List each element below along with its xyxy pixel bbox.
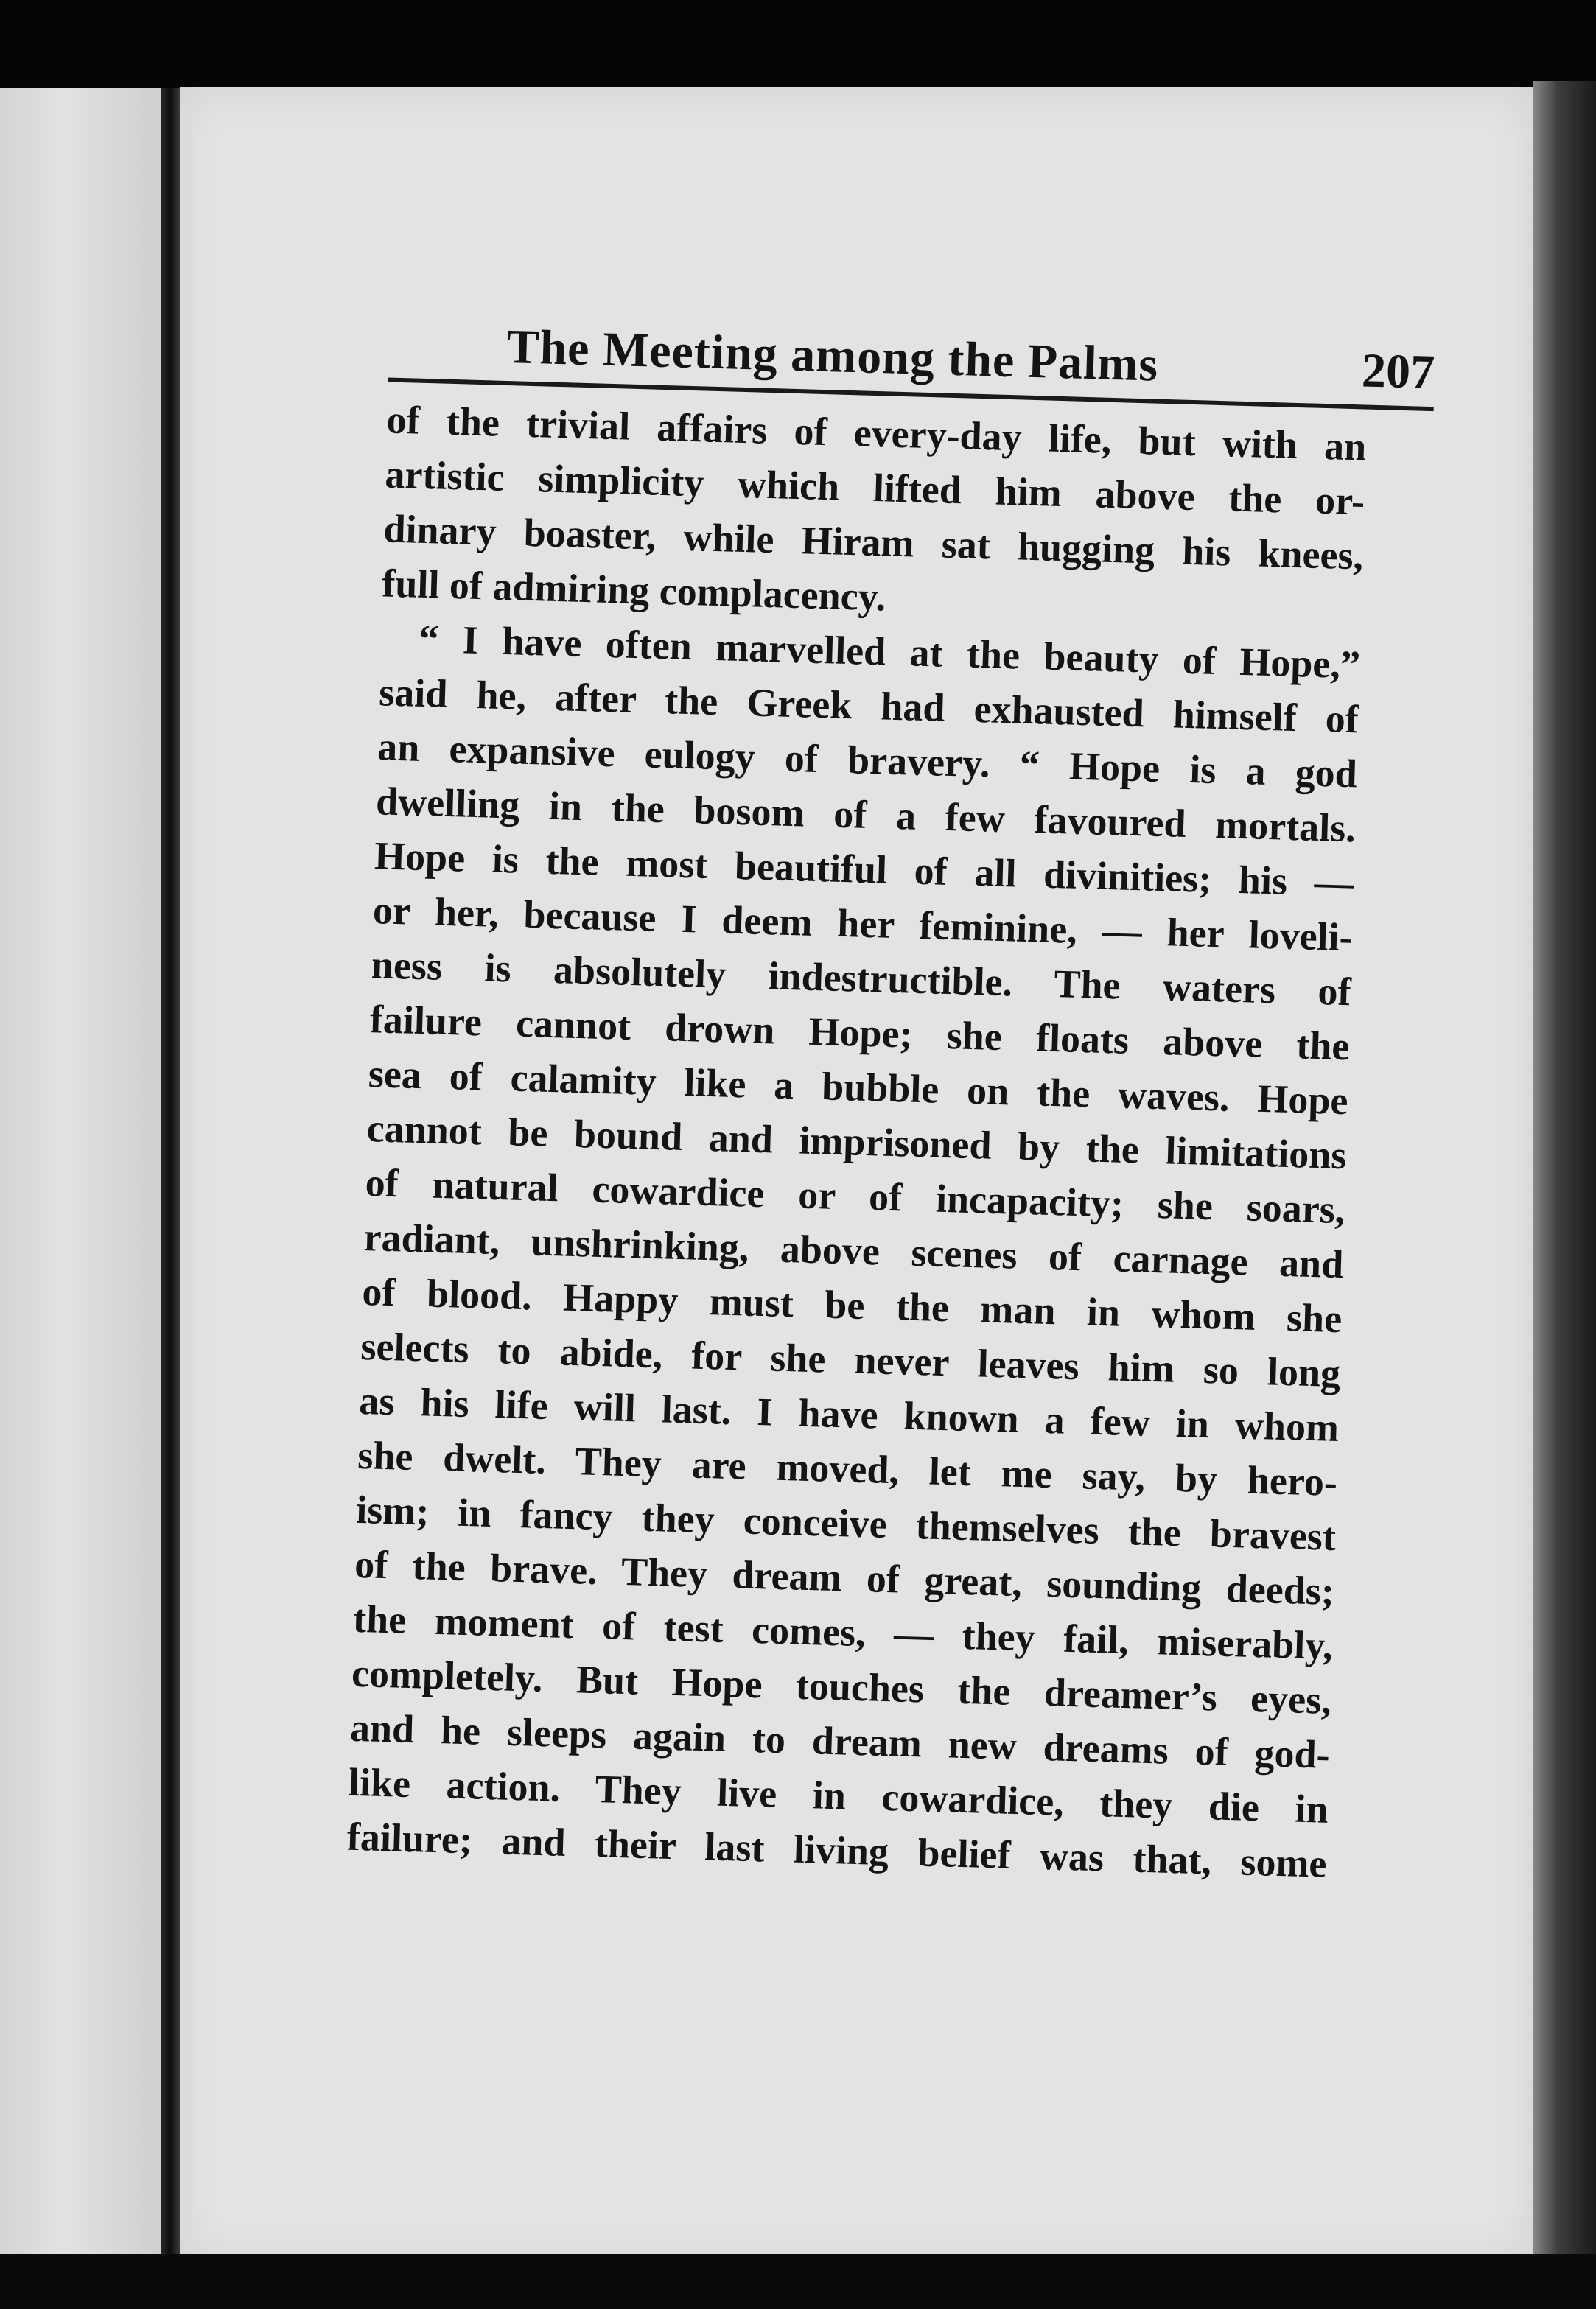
text-line: ism; in fancy they conceive themselves the bravest (355, 1487, 1337, 1559)
text-line: or her, because I deem her feminine, — her loveli- (372, 888, 1354, 960)
text-line: and he sleeps again to dream new dreams of god- (349, 1705, 1331, 1777)
text-line: of the trivial affairs of every-day life, but with an (385, 397, 1368, 469)
running-head-title: The Meeting among the Palms (505, 319, 1160, 392)
text-line: failure; and their last living belief was that, some (346, 1814, 1328, 1886)
text-line: as his life will last. I have known a few in whom (358, 1378, 1340, 1451)
text-line: of blood. Happy must be the man in whom she (361, 1269, 1343, 1342)
text-line: she dwelt. They are moved, let me say, by hero- (357, 1432, 1338, 1505)
text-line: radiant, unshrinking, above scenes of carnage and (363, 1215, 1345, 1287)
text-line: “ I have often marvelled at the beauty of Hope,” (418, 616, 1361, 687)
text-line: sea of calamity like a bubble on the waves. Hope (368, 1051, 1349, 1124)
scan-border (0, 2254, 1596, 2309)
page-text-block (280, 280, 1436, 1891)
text-line: Hope is the most beautiful of all divinities; his — (374, 833, 1355, 905)
left-page-margin (0, 88, 161, 2269)
text-line: an expansive eulogy of bravery. “ Hope is a god (377, 724, 1358, 796)
body-text (346, 392, 1367, 1891)
text-line: dwelling in the bosom of a few favoured mortals. (375, 779, 1357, 851)
text-line: the moment of test comes, — they fail, miserably, (352, 1596, 1334, 1668)
text-line: of the brave. They dream of great, sounding deeds; (354, 1541, 1335, 1614)
text-line: failure cannot drown Hope; she floats above the (369, 997, 1351, 1069)
text-line: completely. But Hope touches the dreamer’s eyes, (351, 1650, 1332, 1723)
text-line: of natural cowardice or of incapacity; she soars, (364, 1160, 1346, 1233)
text-line: like action. They live in cowardice, they die in (348, 1759, 1329, 1832)
text-line: artistic simplicity which lifted him above the or- (384, 452, 1365, 524)
text-line: full of admiring complacency. (381, 561, 887, 620)
text-line: said he, after the Greek had exhausted himself of (378, 670, 1359, 742)
text-line: selects to abide, for she never leaves him so long (360, 1323, 1341, 1396)
page-number: 207 (1361, 343, 1436, 400)
page-edge (1533, 81, 1596, 2277)
text-line: cannot be bound and imprisoned by the limitations (366, 1106, 1348, 1178)
text-line: dinary boaster, while Hiram sat hugging his knees, (382, 506, 1364, 578)
text-line: ness is absolutely indestructible. The waters of (371, 942, 1352, 1015)
book-gutter (161, 88, 180, 2269)
